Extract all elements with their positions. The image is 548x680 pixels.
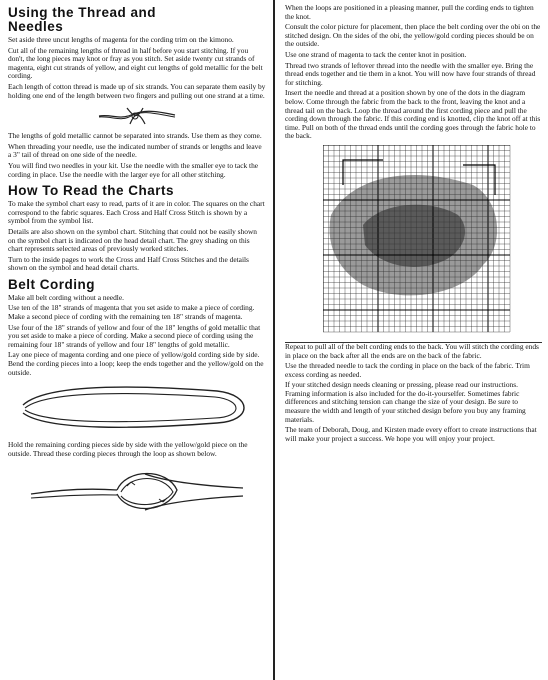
paragraph: Cut all of the remaining lengths of thread in half before you start stitching. If you don't, the long pieces may knot or fray as you stitch. Set aside twenty cut strands of magenta, eight cut strands of yellow, and eight cut lengths of gold metallic for the belt cording. [8,45,263,81]
paragraph: When threading your needle, use the indicated number of strands or lengths and leave a 3" tail of thread on one side of the needle. [8,141,262,160]
paragraph: You will find two needles in your kit. Use the needle with the smaller eye to tack the cording in place. Use the needle with the larger eye for all other stitching. [8,160,259,179]
paragraph: Thread two strands of leftover thread into the needle with the smaller eye. Bring the thread ends together and tie them in a knot. You will now have four strands of thread for stitching. [285,60,536,87]
thread-strand-illustration [97,102,177,128]
cording-placement-diagram [323,145,542,338]
paragraph: Set aside three uncut lengths of magenta for the cording trim on the kimono. [8,35,234,44]
paragraph: Each length of cotton thread is made up of six strands. You can separate them easily by holding one end of the length between two fingers and pulling out one strand at a time. [8,81,266,100]
paragraph: Repeat to pull all of the belt cording ends to the back. You will stitch the cording ends in place on the back after all the ends are on the back of the fabric. [285,341,539,360]
right-column [275,0,548,445]
paragraph: When the loops are positioned in a pleasing manner, pull the cording ends to tighten the knot. [285,3,534,21]
title-line-2: Needles [8,19,64,34]
paragraph: To make the symbol chart easy to read, parts of it are in color. The squares on the chart correspond to the fabric squares. Each Cross and Half Cross Stitch is shown by a symbol from the symbol list. [8,199,265,226]
stitch-grid-chart [323,145,513,333]
paragraph: Use ten of the 18" strands of magenta that you set aside to make a piece of cording. Make a second piece of cording with the remaining ten 18" strands of magenta. [8,303,255,322]
section-title-belt-cording: Belt Cording [8,276,95,292]
paragraph: Lay one piece of magenta cording and one piece of yellow/gold cording side by side. Bend the cording pieces into a loop; keep the ends together and the yellow/gold on the outside. [8,350,264,377]
paragraph: Turn to the inside pages to work the Cross and Half Cross Stitches and the details shown on the symbol and head detail charts. [8,254,249,273]
paragraph: Insert the needle and thread at a position shown by one of the dots in the diagram below. Come through the fabric from the back to the front, leaving the knot and a thread tail on the back. Loop the thread around the first cording piece and pull the cording down through the fabric. If this cording end is knotted, clip the knot off at this time. Pull on both of the thread ends until the cording goes through the fabric hole to the back. [285,88,541,141]
paragraph: Details are also shown on the symbol chart. Stitching that could not be easily shown on the symbol chart is indicated on the head detail chart. The grey shading on this chart represents selected areas of previously worked stitches. [8,226,257,254]
paragraph: Use four of the 18" strands of yellow and four of the 18" lengths of gold metallic that you set aside to make a piece of cording. Make a second piece of cording using the remaining four 18" strands of yellow and four 18" lengths of gold metallic. [8,322,261,349]
paragraph: The lengths of gold metallic cannot be separated into strands. Use them as they come. [8,131,262,141]
paragraph: Use one strand of magenta to tack the center knot in position. [285,49,467,59]
left-column [0,0,272,522]
knot-threading-illustration [27,460,247,518]
paragraph: Make all belt cording without a needle. [8,292,124,302]
paragraph: Use the threaded needle to tack the cording in place on the back of the fabric. Trim excess cording as needed. [285,361,530,379]
cording-loop-illustration [17,379,257,437]
section-title-thread-needles [8,6,266,34]
paragraph: If your stitched design needs cleaning or pressing, please read our instructions. Framing information is also included for the do-it-yourselfer. Sometimes fabric differences and stitching tension can change the size of your design. Be sure to measure the width and length of your stitched design before you buy any framing materials. [285,380,526,424]
paragraph: Consult the color picture for placement, then place the belt cording over the obi on the stitched design. On the sides of the obi, the yellow/gold cording pieces should be on the outside. [285,22,541,49]
section-title-read-charts: How To Read the Charts [8,183,175,199]
title-line-1: Using the Thread and [8,5,157,20]
paragraph: Hold the remaining cording pieces side by side with the yellow/gold piece on the outside. Thread these cording pieces through the loop as shown below. [8,440,248,458]
paragraph: The team of Deborah, Doug, and Kirsten made every effort to create instructions that will make your project a success. We hope you will enjoy your project. [285,425,537,443]
